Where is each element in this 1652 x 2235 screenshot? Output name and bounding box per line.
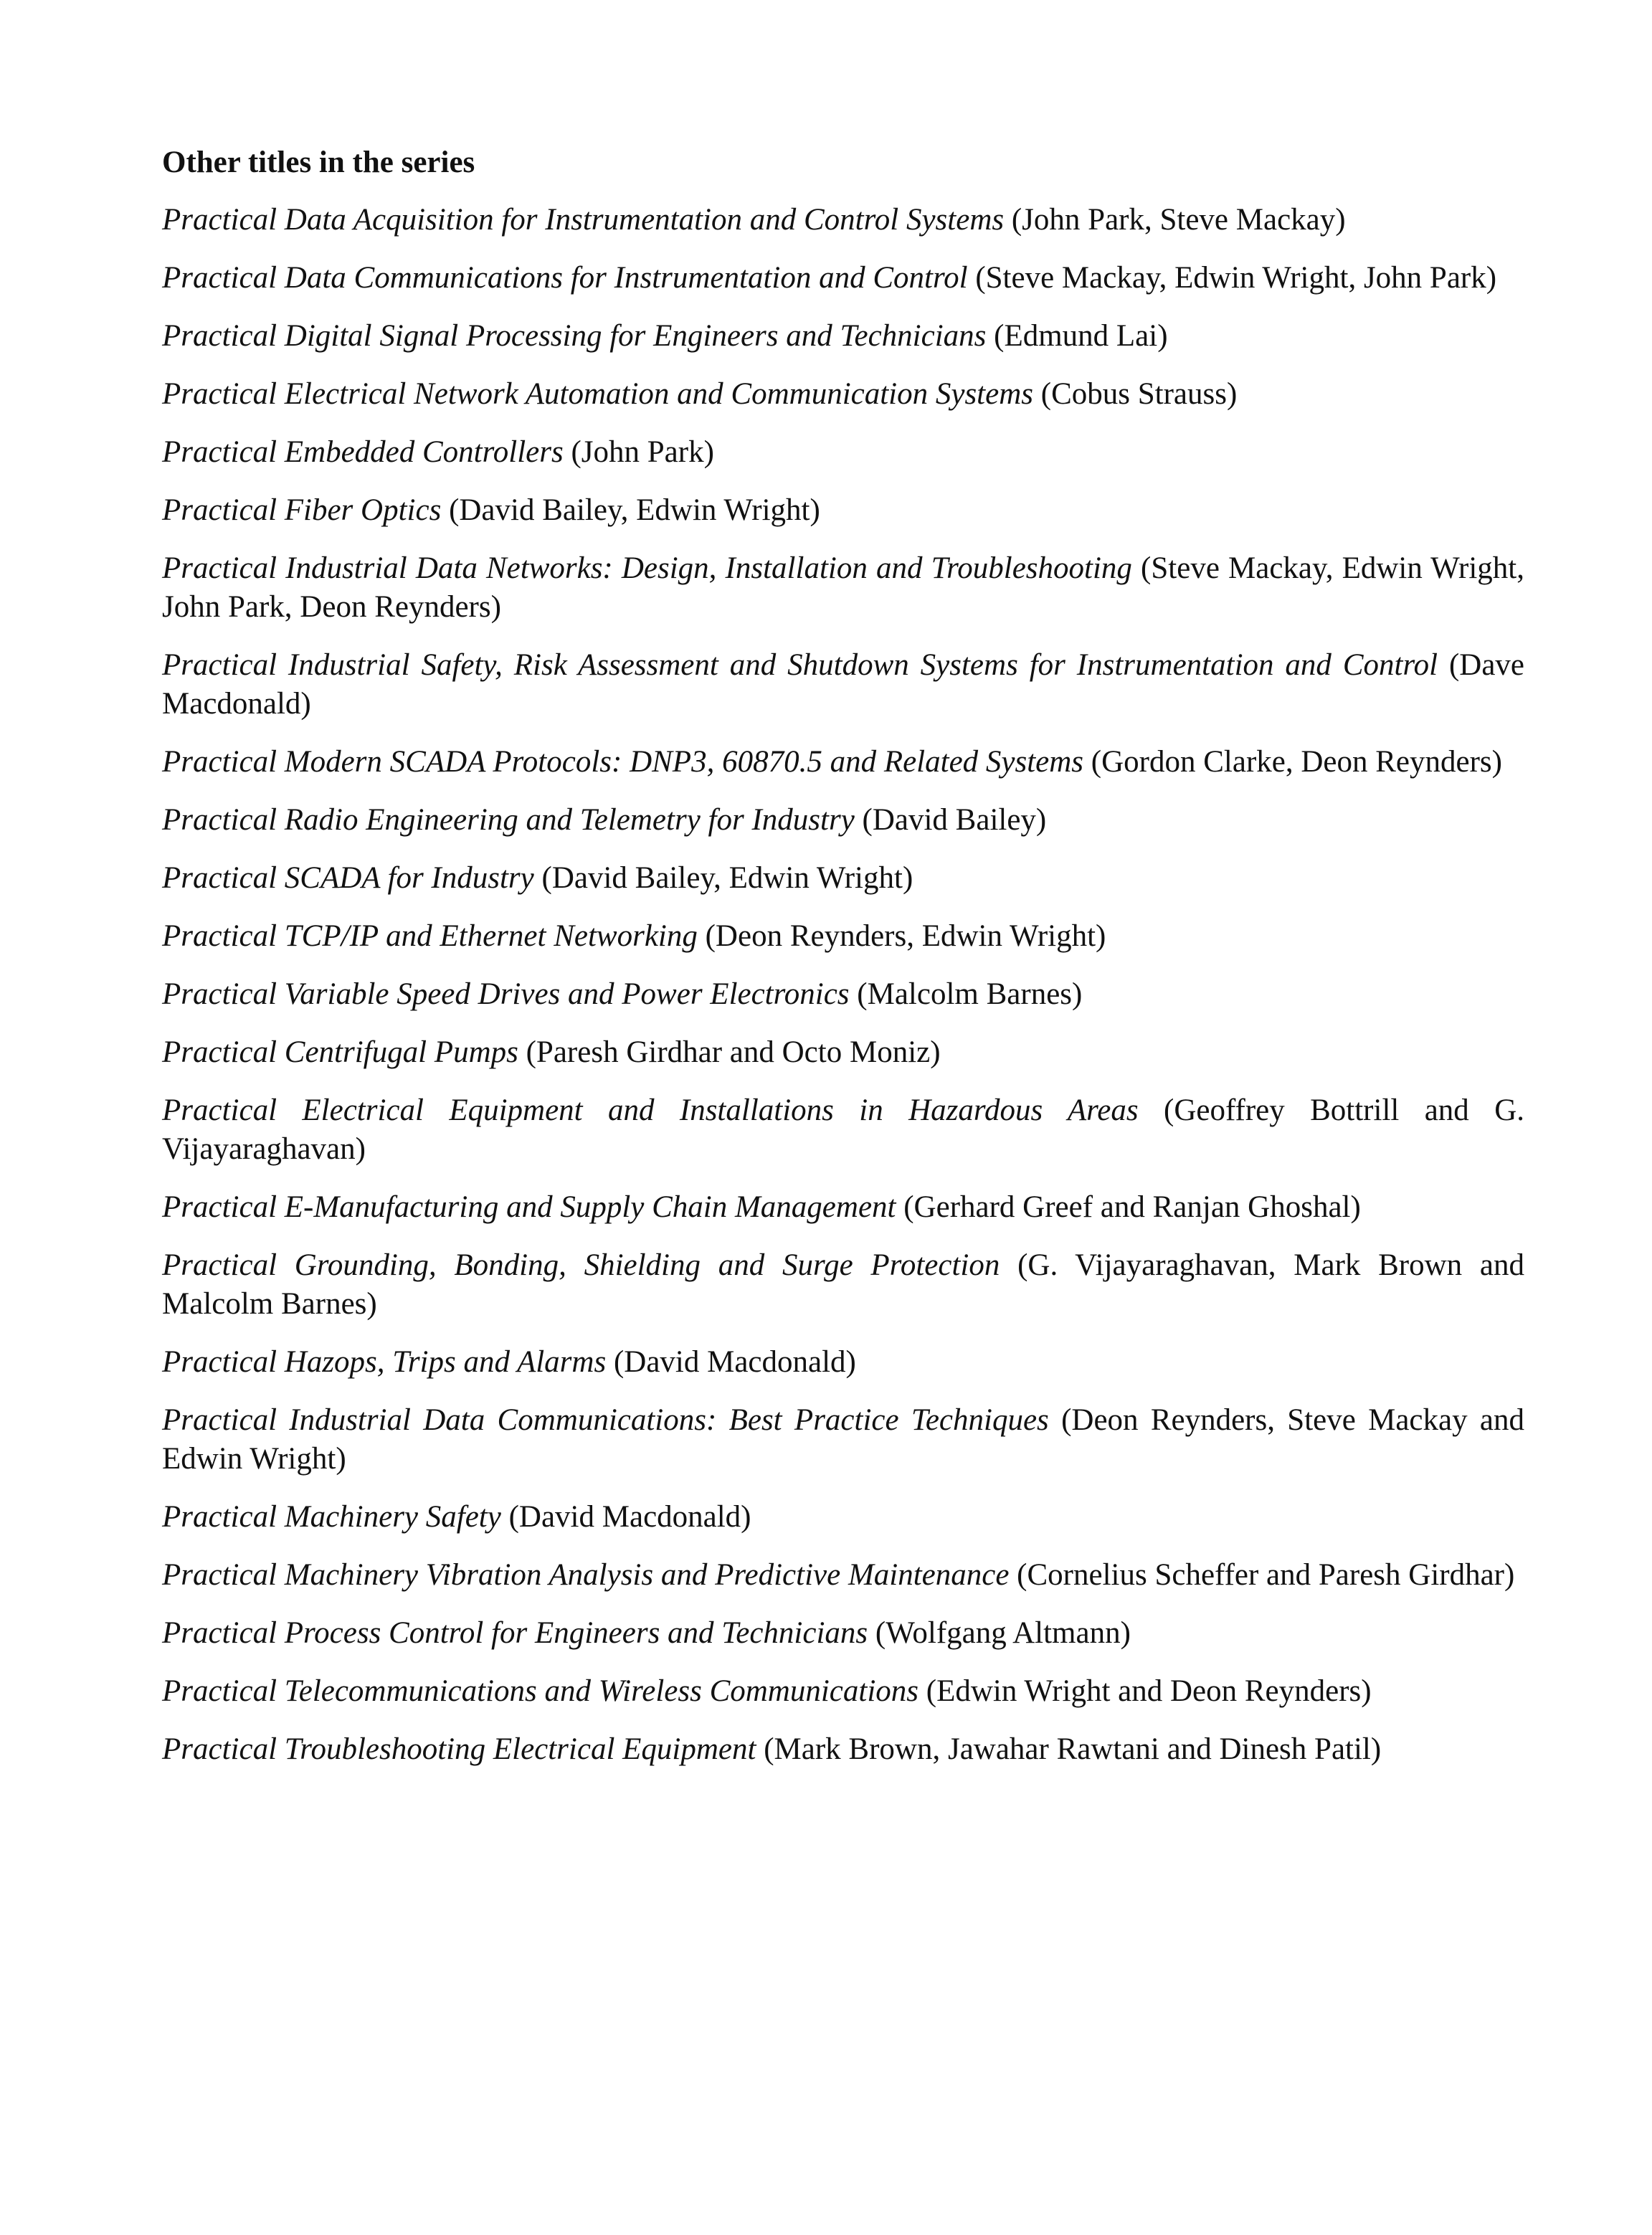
book-title: Practical Radio Engineering and Telemetry for Industry xyxy=(162,803,855,837)
book-authors: (David Bailey, Edwin Wright) xyxy=(449,493,820,527)
book-authors: (Malcolm Barnes) xyxy=(857,977,1083,1011)
book-title: Practical Industrial Data Networks: Design, Installation and Troubleshooting xyxy=(162,551,1132,585)
book-title: Practical Machinery Safety xyxy=(162,1500,501,1534)
book-authors: (Deon Reynders, Steve Mackay and Edwin Wright) xyxy=(162,1403,1524,1476)
list-item xyxy=(162,433,1524,472)
book-title: Practical Industrial Data Communications: Best Practice Techniques xyxy=(162,1403,1049,1437)
book-authors: (Edmund Lai) xyxy=(994,319,1168,353)
series-page xyxy=(162,143,1524,1788)
list-item xyxy=(162,1343,1524,1382)
list-item xyxy=(162,1033,1524,1072)
book-authors: (Cornelius Scheffer and Paresh Girdhar) xyxy=(1017,1558,1515,1592)
book-title: Practical Grounding, Bonding, Shielding and Surge Protection xyxy=(162,1248,1000,1282)
list-item xyxy=(162,549,1524,627)
book-title: Practical TCP/IP and Ethernet Networking xyxy=(162,919,698,953)
book-title: Practical Industrial Safety, Risk Assessment and Shutdown Systems for Instrumentation and Control xyxy=(162,648,1438,682)
book-title: Practical Data Acquisition for Instrumentation and Control Systems xyxy=(162,203,1005,237)
book-authors: (Paresh Girdhar and Octo Moniz) xyxy=(526,1035,941,1069)
list-item xyxy=(162,1498,1524,1537)
book-authors: (Steve Mackay, Edwin Wright, John Park) xyxy=(975,261,1497,295)
book-title: Practical SCADA for Industry xyxy=(162,861,534,895)
book-title: Practical Telecommunications and Wireless Communications xyxy=(162,1674,919,1708)
book-authors: (Deon Reynders, Edwin Wright) xyxy=(705,919,1106,953)
book-title: Practical Process Control for Engineers and Technicians xyxy=(162,1616,868,1650)
book-title: Practical Troubleshooting Electrical Equipment xyxy=(162,1732,756,1766)
book-title: Practical Modern SCADA Protocols: DNP3, 60870.5 and Related Systems xyxy=(162,745,1084,779)
book-authors: (David Macdonald) xyxy=(613,1345,856,1379)
book-title: Practical Electrical Network Automation and Communication Systems xyxy=(162,377,1034,411)
list-item xyxy=(162,1730,1524,1769)
book-authors: (John Park) xyxy=(571,435,714,469)
list-item xyxy=(162,1246,1524,1324)
list-item xyxy=(162,491,1524,530)
list-item xyxy=(162,1556,1524,1595)
list-item xyxy=(162,1401,1524,1479)
list-item xyxy=(162,1091,1524,1169)
book-authors: (David Bailey) xyxy=(862,803,1047,837)
series-heading: Other titles in the series xyxy=(162,146,475,179)
list-item xyxy=(162,1614,1524,1653)
book-authors: (John Park, Steve Mackay) xyxy=(1011,203,1346,237)
list-item xyxy=(162,1188,1524,1227)
book-authors: (Gordon Clarke, Deon Reynders) xyxy=(1091,745,1502,779)
list-item xyxy=(162,259,1524,298)
book-authors: (G. Vijayaraghavan, Mark Brown and Malcolm Barnes) xyxy=(162,1248,1524,1321)
book-title: Practical E-Manufacturing and Supply Chain Management xyxy=(162,1190,896,1224)
book-title: Practical Electrical Equipment and Installations in Hazardous Areas xyxy=(162,1093,1139,1127)
book-authors: (Mark Brown, Jawahar Rawtani and Dinesh Patil) xyxy=(764,1732,1382,1766)
book-authors: (David Macdonald) xyxy=(508,1500,751,1534)
list-item xyxy=(162,917,1524,956)
book-title: Practical Digital Signal Processing for Engineers and Technicians xyxy=(162,319,987,353)
book-authors: (Cobus Strauss) xyxy=(1040,377,1238,411)
book-authors: (Geoffrey Bottrill and G. Vijayaraghavan) xyxy=(162,1093,1524,1166)
book-authors: (Dave Macdonald) xyxy=(162,648,1524,721)
list-item xyxy=(162,201,1524,239)
book-authors: (Steve Mackay, Edwin Wright, John Park, Deon Reynders) xyxy=(162,551,1525,624)
book-authors: (Gerhard Greef and Ranjan Ghoshal) xyxy=(903,1190,1361,1224)
book-title: Practical Machinery Vibration Analysis and Predictive Maintenance xyxy=(162,1558,1010,1592)
book-title: Practical Variable Speed Drives and Power Electronics xyxy=(162,977,850,1011)
book-authors: (David Bailey, Edwin Wright) xyxy=(541,861,913,895)
list-item xyxy=(162,975,1524,1014)
book-title: Practical Centrifugal Pumps xyxy=(162,1035,518,1069)
book-title: Practical Hazops, Trips and Alarms xyxy=(162,1345,607,1379)
list-item xyxy=(162,801,1524,840)
list-item xyxy=(162,646,1524,723)
list-item xyxy=(162,317,1524,356)
book-title: Practical Fiber Optics xyxy=(162,493,442,527)
book-authors: (Edwin Wright and Deon Reynders) xyxy=(926,1674,1372,1708)
book-title: Practical Embedded Controllers xyxy=(162,435,564,469)
series-list xyxy=(162,201,1524,1769)
book-title: Practical Data Communications for Instrumentation and Control xyxy=(162,261,968,295)
book-authors: (Wolfgang Altmann) xyxy=(875,1616,1131,1650)
list-item xyxy=(162,743,1524,782)
list-item xyxy=(162,1672,1524,1711)
list-item xyxy=(162,375,1524,414)
list-item xyxy=(162,859,1524,898)
